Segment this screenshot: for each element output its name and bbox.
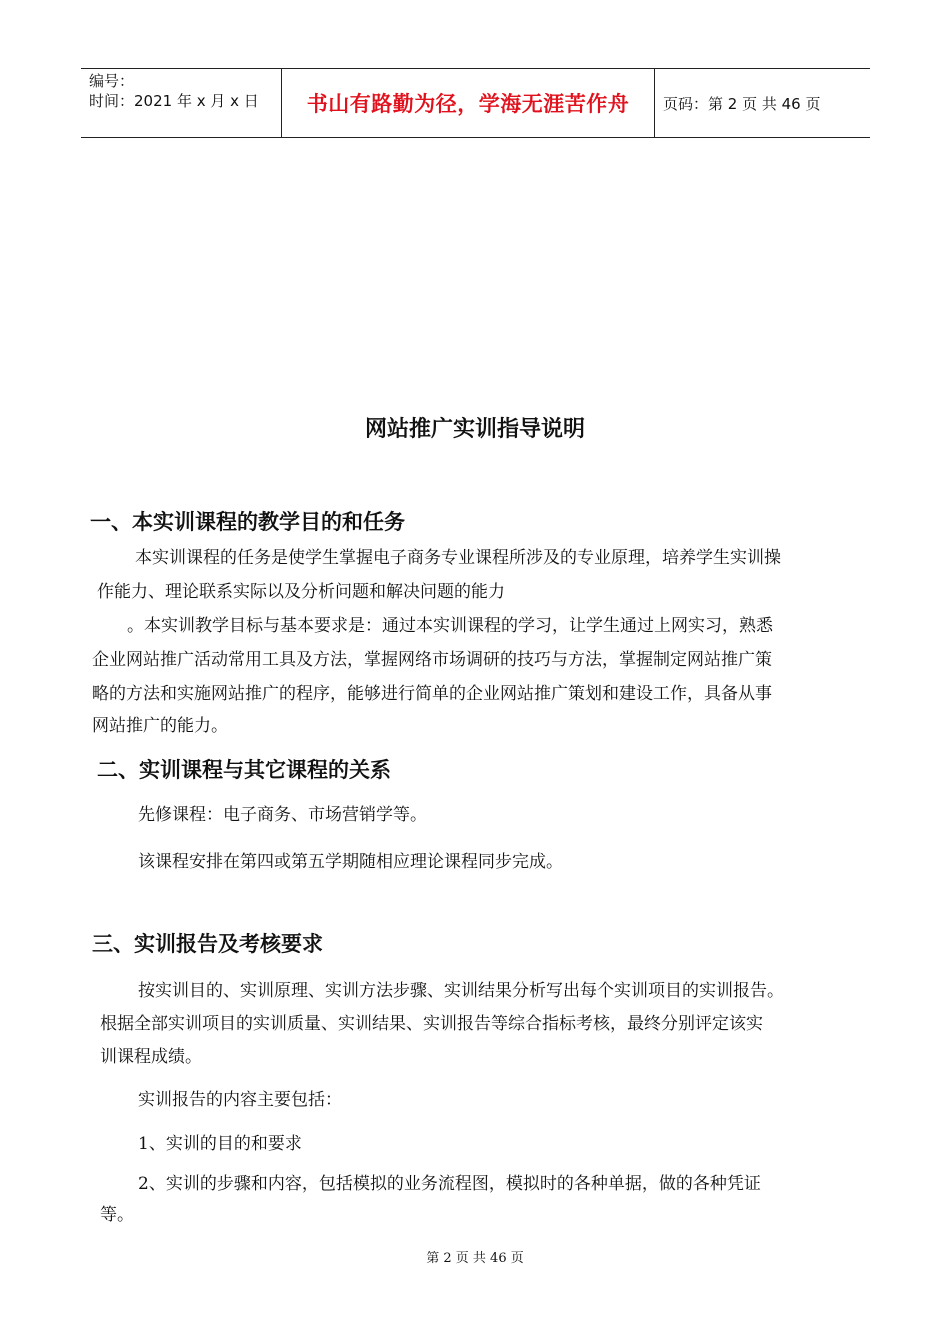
section3-para1-line3: 训课程成绩。 [100, 1047, 202, 1067]
section3-heading: 三、实训报告及考核要求 [92, 932, 323, 956]
section1-para1-line2: 作能力、理论联系实际以及分析问题和解决问题的能力 [97, 582, 505, 602]
page-header [81, 68, 870, 138]
section1-heading: 一、本实训课程的教学目的和任务 [90, 510, 405, 534]
section3-item2-line1: 2、实训的步骤和内容，包括模拟的业务流程图，模拟时的各种单据，做的各种凭证 [138, 1174, 761, 1194]
section1-para2-line3: 略的方法和实施网站推广的程序，能够进行简单的企业网站推广策划和建设工作，具备从事 [92, 684, 772, 704]
section2-heading: 二、实训课程与其它课程的关系 [97, 758, 391, 782]
section3-item1: 1、实训的目的和要求 [138, 1134, 302, 1154]
section2-line2: 该课程安排在第四或第五学期随相应理论课程同步完成。 [138, 852, 563, 872]
header-meta [81, 69, 281, 137]
motto-text: 书山有路勤为径，学海无涯苦作舟 [306, 92, 630, 116]
document-title: 网站推广实训指导说明 [364, 417, 585, 442]
serial-label: 编号： [89, 72, 135, 90]
section1-para1-line1: 本实训课程的任务是使学生掌握电子商务专业课程所涉及的专业原理，培养学生实训操 [135, 548, 781, 568]
section3-item2-line2: 等。 [100, 1205, 134, 1225]
section3-contents-intro: 实训报告的内容主要包括： [138, 1090, 342, 1110]
header-page-info [655, 69, 870, 137]
page-info-text: 页码：第 2 页 共 46 页 [663, 94, 821, 113]
header-motto-cell [281, 69, 655, 137]
page-footer: 第 2 页 共 46 页 [426, 1251, 524, 1266]
section1-para2-line1: 。本实训教学目标与基本要求是：通过本实训课程的学习，让学生通过上网实习，熟悉 [127, 616, 773, 636]
section2-line1: 先修课程：电子商务、市场营销学等。 [138, 805, 427, 825]
section3-para1-line1: 按实训目的、实训原理、实训方法步骤、实训结果分析写出每个实训项目的实训报告。 [138, 981, 784, 1001]
section1-para2-line4: 网站推广的能力。 [92, 716, 228, 736]
time-label: 时间：2021 年 x 月 x 日 [89, 92, 259, 110]
section3-para1-line2: 根据全部实训项目的实训质量、实训结果、实训报告等综合指标考核，最终分别评定该实 [100, 1014, 763, 1034]
section1-para2-line2: 企业网站推广活动常用工具及方法，掌握网络市场调研的技巧与方法，掌握制定网站推广策 [92, 650, 772, 670]
